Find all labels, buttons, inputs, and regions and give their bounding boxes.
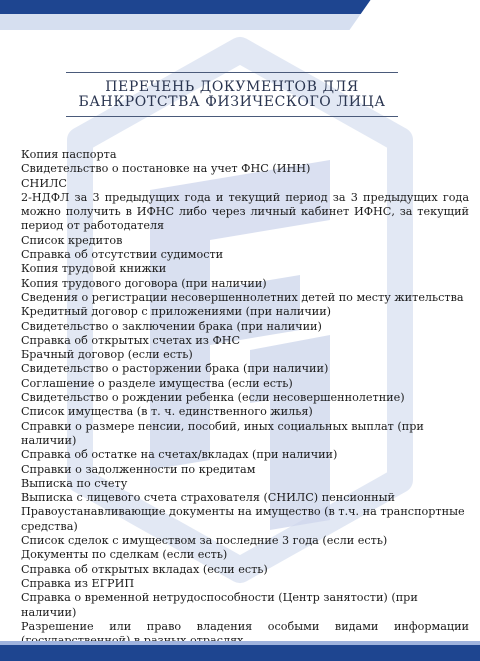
list-item: Брачный договор (если есть) [21, 348, 193, 362]
list-item: Разрешение или право владения особыми видами информации [21, 619, 469, 633]
list-item: Список имущества (в т. ч. единственного жилья) [21, 405, 313, 419]
list-item: Свидетельство о расторжении брака (при наличии) [21, 362, 329, 376]
list-item: Свидетельство о рождении ребенка (если несовершеннолетние) [21, 391, 405, 405]
list-item: Сведения о регистрации несовершеннолетних детей по месту жительства [21, 290, 464, 304]
list-item: Справка из ЕГРИП [21, 576, 135, 590]
list-item: Справка об отсутствии судимости [21, 248, 224, 262]
list-item: Справки о размере пенсии, пособий, иных социальных выплат (при наличии) [21, 419, 424, 447]
list-item: Справка о временной нетрудоспособности (Центр занятости) (при наличии) [21, 591, 418, 619]
list-item: Копия паспорта [21, 148, 117, 161]
list-item: Справка об остатке на счетах/вкладах (при наличии) [21, 448, 338, 462]
list-item: Правоустанавливающие документы на имущество (в т.ч. на транспортные средства) [21, 505, 465, 533]
list-item: Выписка с лицевого счета страхователя (СНИЛС) пенсионный [21, 491, 395, 505]
list-item: 2-НДФЛ за 3 предыдущих года и текущий период за 3 предыдущих года можно получить в ИФНС либо через личный кабинет ИФНС, за текущий период от работодателя [21, 190, 469, 233]
document-list [21, 148, 469, 648]
list-item: Справка об открытых счетах из ФНС [21, 333, 241, 347]
list-item: Документы по сделкам (если есть) [21, 548, 228, 562]
footer-decor-band [0, 641, 480, 661]
list-item: Справка об открытых вкладах (если есть) [21, 562, 268, 576]
list-item: Список кредитов [21, 233, 123, 247]
page-title-line-2: БАНКРОТСТВА ФИЗИЧЕСКОГО ЛИЦА [78, 94, 386, 110]
list-item: Свидетельство о постановке на учет ФНС (ИНН) [21, 162, 311, 176]
list-item: Кредитный договор с приложениями (при наличии) [21, 305, 332, 319]
list-item: Выписка по счету [21, 476, 128, 490]
page-title [60, 80, 404, 110]
list-item: Соглашение о разделе имущества (если есть) [21, 376, 293, 390]
list-item: СНИЛС [21, 176, 67, 190]
list-item: Копия трудового договора (при наличии) [21, 276, 267, 290]
list-item: Справки о задолженности по кредитам [21, 462, 256, 476]
list-item: Свидетельство о заключении брака (при наличии) [21, 319, 322, 333]
page-title-line-1: ПЕРЕЧЕНЬ ДОКУМЕНТОВ ДЛЯ [105, 79, 359, 95]
title-top-rule [66, 72, 398, 73]
list-item: Список сделок с имуществом за последние 3 года (если есть) [21, 534, 388, 548]
title-bottom-rule [66, 116, 398, 117]
list-item: Копия трудовой книжки [21, 262, 167, 276]
